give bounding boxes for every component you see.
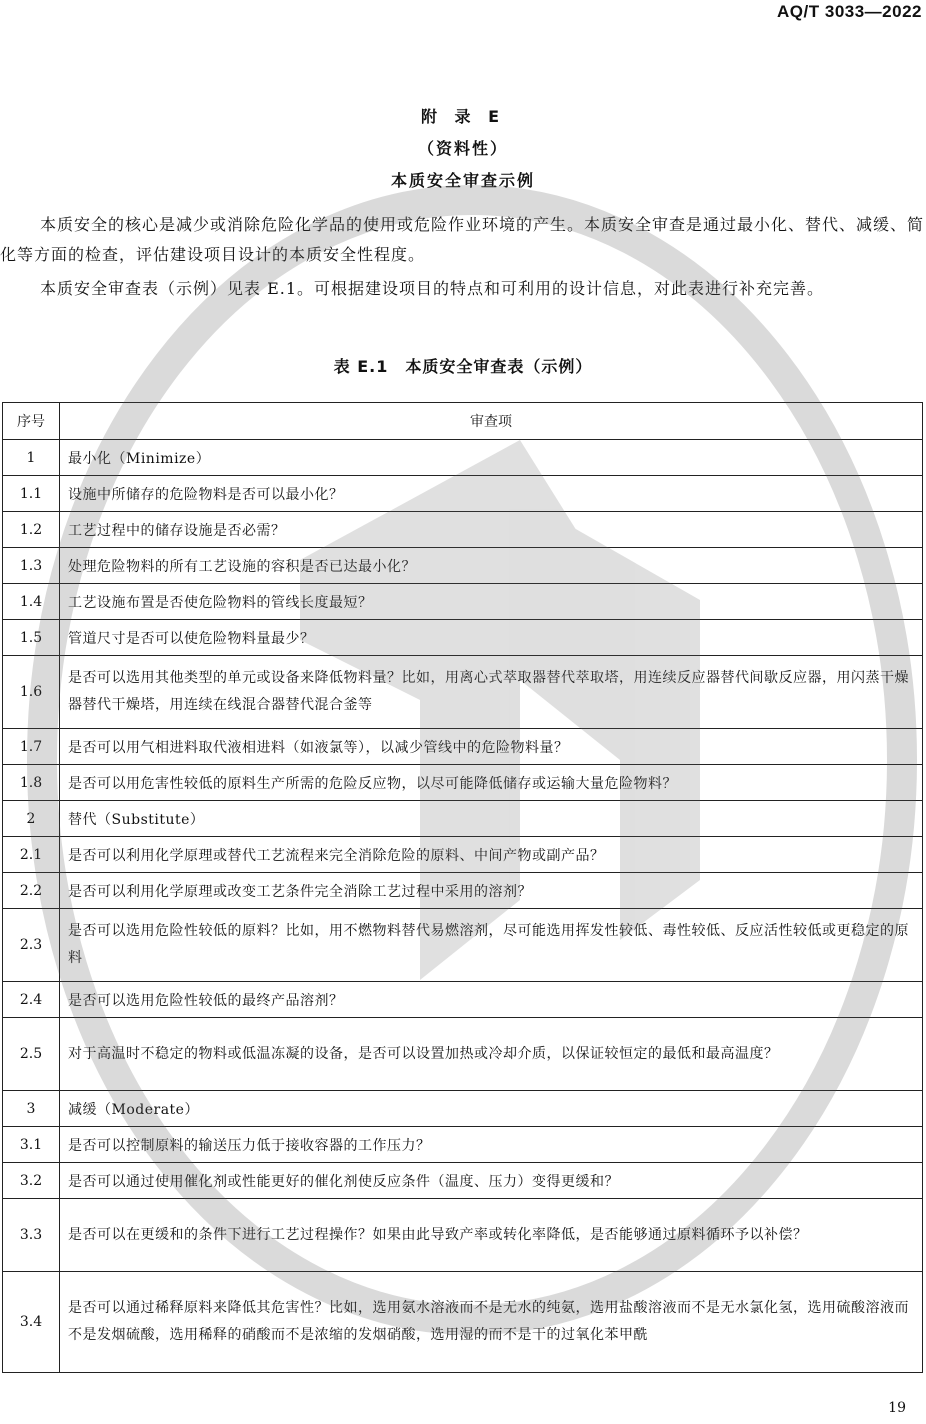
- row-item: 替代（Substitute）: [60, 801, 923, 837]
- row-index: 2.4: [3, 982, 60, 1018]
- appendix-title: 附 录 E: [420, 107, 506, 126]
- row-index: 2.3: [3, 909, 60, 982]
- table-row: [3, 729, 923, 765]
- standard-code: AQ/T 3033—2022: [777, 2, 922, 21]
- table-title: 表 E.1 本质安全审查表（示例）: [333, 357, 593, 376]
- intro-paragraph: 本质安全的核心是减少或消除危险化学品的使用或危险作业环境的产生。本质安全审查是通过最小化、替代、减缓、简化等方面的检查，评估建设项目设计的本质安全性程度。: [0, 215, 925, 264]
- row-item: 是否可以选用危险性较低的最终产品溶剂？: [60, 982, 923, 1018]
- row-index: 1.4: [3, 584, 60, 620]
- table-row: [3, 1091, 923, 1127]
- row-index: 1: [3, 440, 60, 476]
- row-item: 对于高温时不稳定的物料或低温冻凝的设备，是否可以设置加热或冷却介质，以保证较恒定的最低和最高温度？: [60, 1018, 923, 1091]
- table-row: [3, 512, 923, 548]
- row-index: 2: [3, 801, 60, 837]
- row-index: 1.6: [3, 656, 60, 729]
- row-item: 是否可以选用危险性较低的原料？比如，用不燃物料替代易燃溶剂，尽可能选用挥发性较低、毒性较低、反应活性较低或更稳定的原料: [60, 909, 923, 982]
- table-row: [3, 548, 923, 584]
- row-item: 设施中所储存的危险物料是否可以最小化？: [60, 476, 923, 512]
- review-table: [2, 402, 923, 1373]
- row-item: 工艺过程中的储存设施是否必需？: [60, 512, 923, 548]
- row-index: 1.2: [3, 512, 60, 548]
- table-row: [3, 837, 923, 873]
- row-index: 1.5: [3, 620, 60, 656]
- table-row: [3, 1163, 923, 1199]
- header-item: 审查项: [60, 403, 923, 440]
- row-index: 1.3: [3, 548, 60, 584]
- table-row: [3, 584, 923, 620]
- table-row: [3, 909, 923, 982]
- appendix-type: （资料性）: [417, 139, 508, 158]
- row-item: 是否可以利用化学原理或替代工艺流程来完全消除危险的原料、中间产物或副产品？: [60, 837, 923, 873]
- row-index: 3.1: [3, 1127, 60, 1163]
- row-item: 是否可以选用其他类型的单元或设备来降低物料量？比如，用离心式萃取器替代萃取塔，用连续反应器替代间歇反应器，用闪蒸干燥器替代干燥塔，用连续在线混合器替代混合釜等: [60, 656, 923, 729]
- table-header-row: [3, 403, 923, 440]
- table-row: [3, 765, 923, 801]
- row-index: 1.7: [3, 729, 60, 765]
- row-index: 3.2: [3, 1163, 60, 1199]
- row-item: 是否可以用危害性较低的原料生产所需的危险反应物，以尽可能降低储存或运输大量危险物料？: [60, 765, 923, 801]
- row-index: 2.5: [3, 1018, 60, 1091]
- table-row: [3, 1199, 923, 1272]
- appendix-subtitle: 本质安全审查示例: [390, 171, 535, 190]
- row-item: 减缓（Moderate）: [60, 1091, 923, 1127]
- row-index: 3: [3, 1091, 60, 1127]
- row-index: 1.8: [3, 765, 60, 801]
- table-row: [3, 656, 923, 729]
- page-number: 19: [888, 1400, 906, 1416]
- table-row: [3, 440, 923, 476]
- row-item: 最小化（Minimize）: [60, 440, 923, 476]
- row-item: 是否可以控制原料的输送压力低于接收容器的工作压力？: [60, 1127, 923, 1163]
- row-index: 3.3: [3, 1199, 60, 1272]
- row-item: 处理危险物料的所有工艺设施的容积是否已达最小化？: [60, 548, 923, 584]
- row-item: 是否可以利用化学原理或改变工艺条件完全消除工艺过程中采用的溶剂？: [60, 873, 923, 909]
- row-item: 是否可以通过稀释原料来降低其危害性？比如，选用氨水溶液而不是无水的纯氨，选用盐酸溶液而不是无水氯化氢，选用硫酸溶液而不是发烟硫酸，选用稀释的硝酸而不是浓缩的发烟硝酸，选用湿的而不是干的过氧化苯甲酰: [60, 1272, 923, 1373]
- table-row: [3, 620, 923, 656]
- row-index: 2.2: [3, 873, 60, 909]
- row-index: 3.4: [3, 1272, 60, 1373]
- row-item: 是否可以用气相进料取代液相进料（如液氯等），以减少管线中的危险物料量？: [60, 729, 923, 765]
- table-row: [3, 1272, 923, 1373]
- table-row: [3, 801, 923, 837]
- row-index: 1.1: [3, 476, 60, 512]
- table-row: [3, 476, 923, 512]
- row-item: 工艺设施布置是否使危险物料的管线长度最短？: [60, 584, 923, 620]
- table-row: [3, 1018, 923, 1091]
- table-row: [3, 873, 923, 909]
- table-row: [3, 1127, 923, 1163]
- table-row: [3, 982, 923, 1018]
- row-item: 是否可以在更缓和的条件下进行工艺过程操作？如果由此导致产率或转化率降低，是否能够通过原料循环予以补偿？: [60, 1199, 923, 1272]
- row-item: 管道尺寸是否可以使危险物料量最少？: [60, 620, 923, 656]
- header-index: 序号: [3, 403, 60, 440]
- row-index: 2.1: [3, 837, 60, 873]
- row-item: 是否可以通过使用催化剂或性能更好的催化剂使反应条件（温度、压力）变得更缓和？: [60, 1163, 923, 1199]
- table-reference-paragraph: 本质安全审查表（示例）见表 E.1。可根据建设项目的特点和可利用的设计信息，对此表进行补充完善。: [40, 279, 825, 298]
